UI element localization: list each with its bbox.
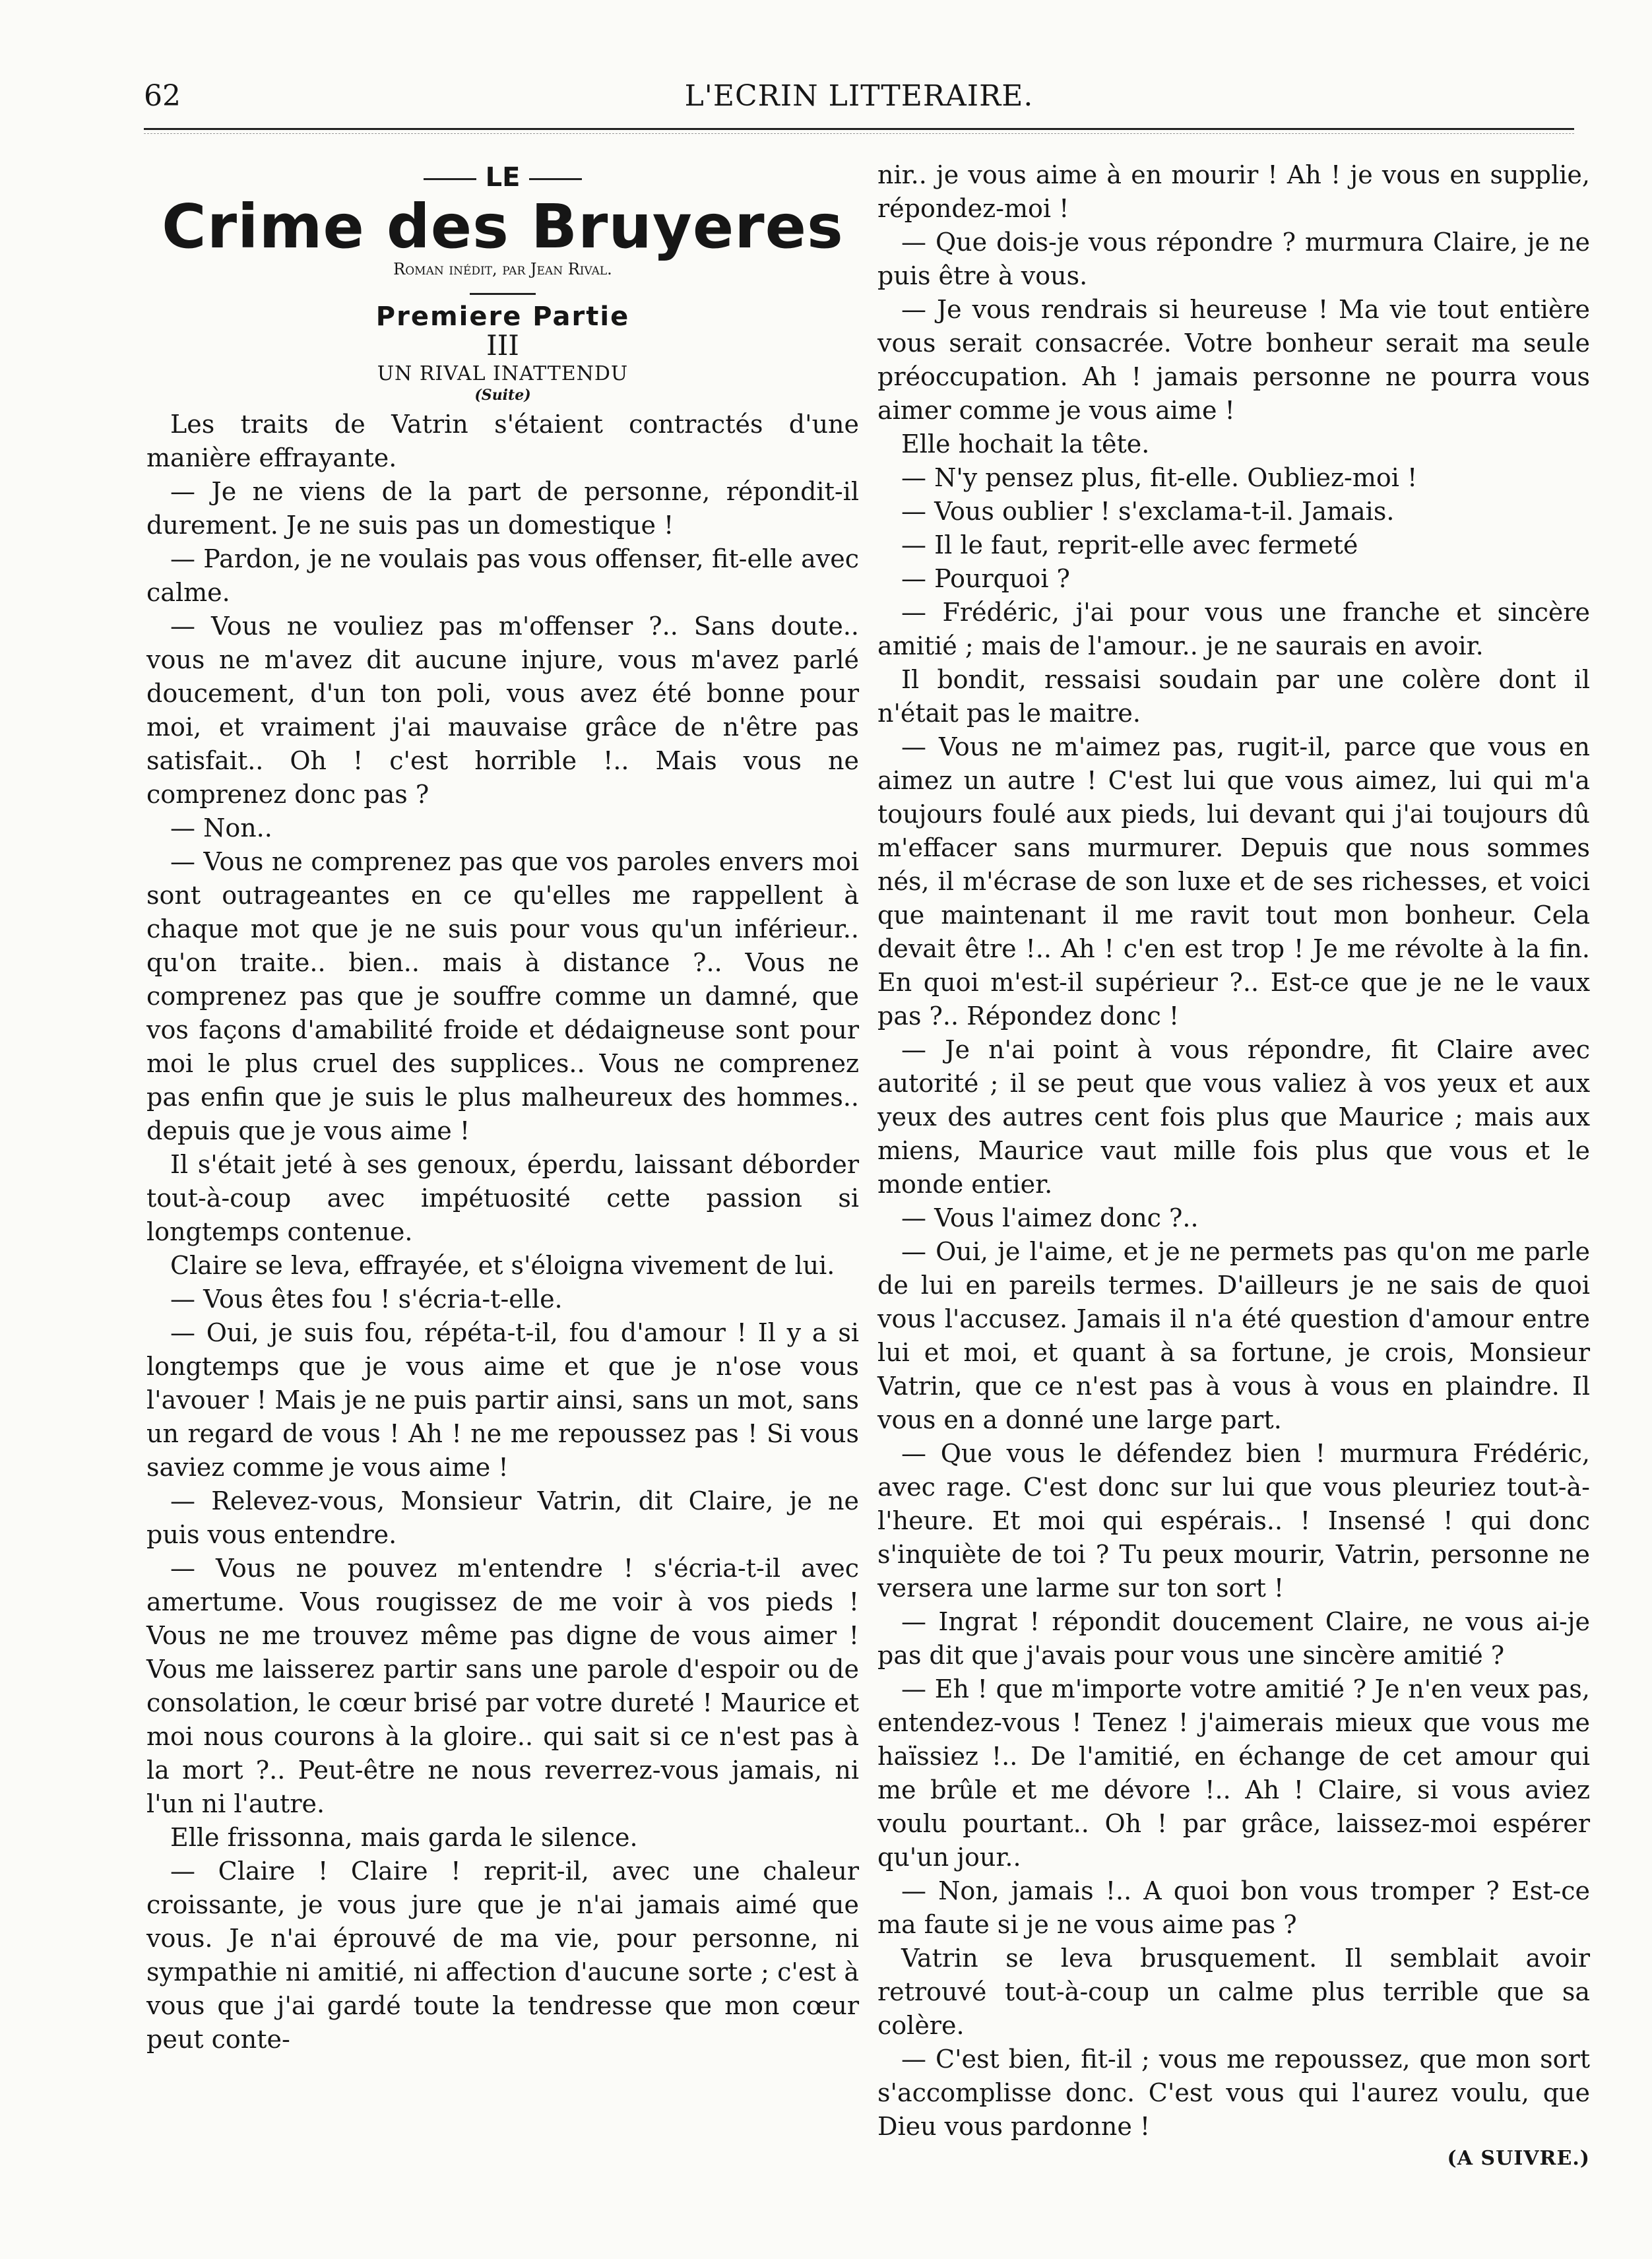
title-prefix xyxy=(146,162,859,193)
paragraph: — Je vous rendrais si heureuse ! Ma vie tout entière vous serait consacrée. Votre bonheur serait ma seule préoccupation. Ah ! jamais personne ne pourra vous aimer comme je vous aime ! xyxy=(877,295,1590,425)
page-number: 62 xyxy=(144,79,181,113)
paragraph: — Vous ne m'aimez pas, rugit-il, parce que vous en aimez un autre ! C'est lui que vous aimez, lui qui m'a toujours foulé aux pieds, lui devant qui j'ai toujours dû m'effacer sans murmurer. Depuis que nous sommes nés, il m'écrase de son luxe et de ses richesses, et voici que maintenant il me ravit tout mon bonheur. Cela devait être !.. Ah ! c'en est trop ! Je me révolte à la fin. En quoi m'est-il supérieur ?.. Est-ce que je ne le vaux pas ?.. Répondez donc ! xyxy=(877,732,1590,1031)
right-column-text xyxy=(877,158,1590,2170)
paragraph: — Frédéric, j'ai pour vous une franche et sincère amitié ; mais de l'amour.. je ne saurais en avoir. xyxy=(877,598,1590,660)
a-suivre: (A SUIVRE.) xyxy=(1447,2147,1590,2170)
chapter-title: UN RIVAL INATTENDU xyxy=(377,362,629,385)
paragraph: — Ingrat ! répondit doucement Claire, ne vous ai-je pas dit que j'avais pour vous une sincère amitié ? xyxy=(877,1607,1590,1670)
chapter-number: III xyxy=(486,329,519,362)
paragraph: — Eh ! que m'importe votre amitié ? Je n'en veux pas, entendez-vous ! Tenez ! j'aimerais mieux que vous me haïssiez !.. De l'amitié, en échange de cet amour qui me brûle et me dévore !.. Ah ! Claire, si vous aviez voulu pourtant.. Oh ! par grâce, laissez-moi espérer qu'un jour.. xyxy=(877,1674,1590,1872)
header-rule-dashed xyxy=(144,133,1574,134)
paragraph: Elle frissonna, mais garda le silence. xyxy=(170,1823,638,1852)
paragraph: — Vous l'aimez donc ?.. xyxy=(901,1203,1199,1232)
header-rule xyxy=(144,128,1574,130)
paragraph: — C'est bien, fit-il ; vous me repoussez, que mon sort s'accomplisse donc. C'est vous qui l'aurez voulu, que Dieu vous pardonne ! xyxy=(877,2045,1590,2141)
paragraph: — Vous ne vouliez pas m'offenser ?.. Sans doute.. vous ne m'avez dit aucune injure, vous m'avez parlé doucement, d'un ton poli, vous avez été bonne pour moi, et vraiment j'ai mauvaise grâce de n'être pas satisfait.. Oh ! c'est horrible !.. Mais vous ne comprenez donc pas ? xyxy=(146,612,859,809)
left-column xyxy=(146,158,859,2056)
byline: Roman inédit, par Jean Rival. xyxy=(393,260,612,278)
left-column-text xyxy=(146,408,859,2056)
right-column xyxy=(877,158,1590,2170)
paragraph: — Vous ne pouvez m'entendre ! s'écria-t-il avec amertume. Vous rougissez de me voir à vos pieds ! Vous ne me trouvez même pas digne de vous aimer ! Vous me laisserez partir sans une parole d'espoir ou de consolation, le cœur brisé par votre dureté ! Maurice et moi nous courons à la gloire.. qui sait si ce n'est pas à la mort ?.. Peut-être ne nous reverrez-vous jamais, ni l'un ni l'autre. xyxy=(146,1554,859,1818)
paragraph: — Vous êtes fou ! s'écria-t-elle. xyxy=(170,1285,563,1314)
title-dash-left xyxy=(424,178,476,180)
paragraph: — Non.. xyxy=(170,813,272,843)
paragraph: — Non, jamais !.. A quoi bon vous tromper ? Est-ce ma faute si je ne vous aime pas ? xyxy=(877,1876,1590,1939)
paragraph: — Relevez-vous, Monsieur Vatrin, dit Claire, je ne puis vous entendre. xyxy=(146,1486,859,1549)
paragraph: — Pourquoi ? xyxy=(901,564,1070,593)
paragraph: — Oui, je suis fou, répéta-t-il, fou d'amour ! Il y a si longtemps que je vous aime et que je n'ose vous l'avouer ! Mais je ne puis partir ainsi, sans un mot, sans un regard de vous ! Ah ! ne me repoussez pas ! Si vous saviez comme je vous aime ! xyxy=(146,1318,859,1482)
paragraph: — Pardon, je ne voulais pas vous offenser, fit-elle avec calme. xyxy=(146,544,859,607)
paragraph: Il bondit, ressaisi soudain par une colère dont il n'était pas le maitre. xyxy=(877,665,1590,728)
page-header xyxy=(144,71,1574,117)
paragraph: — Que vous le défendez bien ! murmura Frédéric, avec rage. C'est donc sur lui que vous pleuriez tout-à-l'heure. Et moi qui espérais.. ! Insensé ! qui donc s'inquiète de toi ? Tu peux mourir, Vatrin, personne ne versera une larme sur ton sort ! xyxy=(877,1439,1590,1603)
paragraph: — N'y pensez plus, fit-elle. Oubliez-moi ! xyxy=(901,463,1418,492)
title-divider xyxy=(470,293,536,295)
paragraph: — Vous oublier ! s'exclama-t-il. Jamais. xyxy=(901,497,1395,526)
title-prefix-text: LE xyxy=(485,162,521,193)
paragraph: — Je ne viens de la part de personne, répondit-il durement. Je ne suis pas un domestique ! xyxy=(146,477,859,540)
paragraph: — Oui, je l'aime, et je ne permets pas qu'on me parle de lui en pareils termes. D'ailleurs je ne sais de quoi vous l'accusez. Jamais il n'a été question d'amour entre lui et moi, et quant à sa fortune, je crois, Monsieur Vatrin, que ce n'est pas à vous à vous en plaindre. Il vous en a donné une large part. xyxy=(877,1237,1590,1434)
paragraph: Elle hochait la tête. xyxy=(901,430,1150,459)
a-suivre-line xyxy=(877,2144,1590,2170)
suite-label: (Suite) xyxy=(474,387,531,404)
part-heading: Premiere Partie xyxy=(375,302,630,332)
paragraph: — Je n'ai point à vous répondre, fit Claire avec autorité ; il se peut que vous valiez à vos yeux et aux yeux des autres cent fois plus que Maurice ; mais aux miens, Maurice vaut mille fois plus que vous et le monde entier. xyxy=(877,1035,1590,1199)
paragraph: — Que dois-je vous répondre ? murmura Claire, je ne puis être à vous. xyxy=(877,228,1590,290)
paragraph: — Vous ne comprenez pas que vos paroles envers moi sont outrageantes en ce qu'elles me rappellent à chaque mot que je ne suis pour vous qu'un inférieur.. qu'on traite.. bien.. mais à distance ?.. Vous ne comprenez pas que je souffre comme un damné, que vos façons d'amabilité froide et dédaigneuse sont pour moi le plus cruel des supplices.. Vous ne comprenez pas enfin que je suis le plus malheureux des hommes.. depuis que je vous aime ! xyxy=(146,847,859,1145)
article-title: Crime des Bruyeres xyxy=(162,191,844,262)
paragraph: Claire se leva, effrayée, et s'éloigna vivement de lui. xyxy=(170,1251,835,1280)
paragraph: — Claire ! Claire ! reprit-il, avec une chaleur croissante, je vous jure que je n'ai jamais aimé que vous. Je n'ai éprouvé de ma vie, pour personne, ni sympathie ni amitié, ni affection d'aucune sorte ; c'est à vous que j'ai gardé toute la tendresse que mon cœur peut conte- xyxy=(146,1857,859,2054)
paragraph: — Il le faut, reprit-elle avec fermeté xyxy=(901,530,1358,559)
paragraph: Les traits de Vatrin s'étaient contractés d'une manière effrayante. xyxy=(146,410,859,472)
paragraph: Vatrin se leva brusquement. Il semblait avoir retrouvé tout-à-coup un calme plus terrible que sa colère. xyxy=(877,1944,1590,2040)
title-block xyxy=(146,162,859,404)
paragraph: Il s'était jeté à ses genoux, éperdu, laissant déborder tout-à-coup avec impétuosité cette passion si longtemps contenue. xyxy=(146,1150,859,1246)
title-dash-right xyxy=(529,178,582,180)
paragraph: nir.. je vous aime à en mourir ! Ah ! je vous en supplie, répondez-moi ! xyxy=(877,160,1590,223)
journal-title: L'ECRIN LITTERAIRE. xyxy=(684,79,1034,113)
